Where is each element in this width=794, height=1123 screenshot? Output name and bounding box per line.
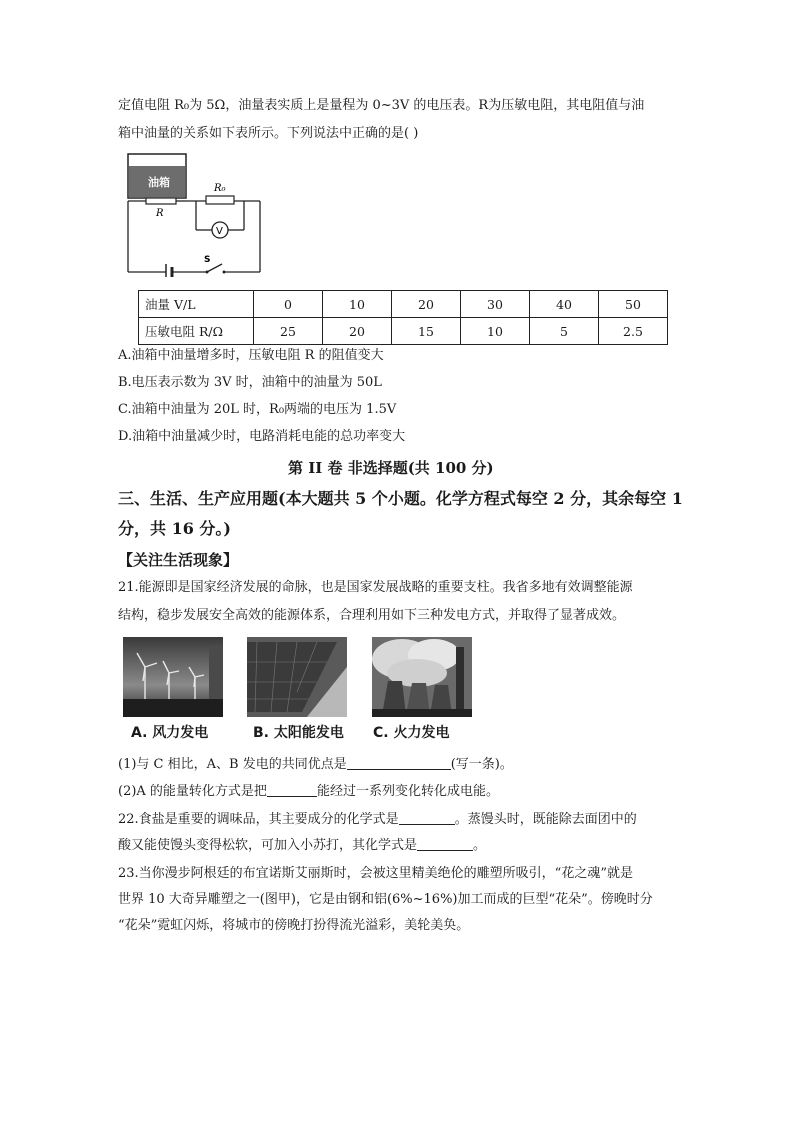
q20-option-c: C.油箱中油量为 20L 时，R₀两端的电压为 1.5V bbox=[118, 402, 397, 417]
table-cell: 5 bbox=[530, 318, 599, 345]
q22-line2 bbox=[118, 836, 486, 856]
q23-line1: 23.当你漫步阿根廷的布宜诺斯艾丽斯时，会被这里精美绝伦的雕塑所吸引，“花之魂”就是 bbox=[118, 866, 633, 881]
q21-sub2-text: (2)A 的能量转化方式是把 bbox=[118, 784, 267, 799]
table-cell: 0 bbox=[254, 291, 323, 318]
q21-sub2-tail: 能经过一系列变化转化成电能。 bbox=[316, 784, 499, 799]
table-row-head: 油量 V/L bbox=[139, 291, 254, 318]
fixed-resistor-r0 bbox=[206, 196, 234, 204]
r0-label: R₀ bbox=[214, 183, 226, 194]
section3-title-line1: 三、生活、生产应用题(本大题共 5 个小题。化学方程式每空 2 分，其余每空 1 bbox=[118, 489, 683, 508]
q22-line1-tail: 。蒸馒头时，既能除去面团中的 bbox=[454, 812, 637, 827]
answer-blank[interactable] bbox=[347, 756, 451, 770]
table-cell: 20 bbox=[323, 318, 392, 345]
tank-label: 油箱 bbox=[148, 176, 170, 189]
wind-power-photo bbox=[123, 637, 223, 717]
section3-subheading: 【关注生活现象】 bbox=[118, 551, 239, 569]
caption-thermal: C. 火力发电 bbox=[373, 725, 450, 741]
q23-line3: “花朵”霓虹闪烁，将城市的傍晚打扮得流光溢彩，美轮美奂。 bbox=[118, 918, 470, 933]
oil-resistance-table bbox=[138, 290, 668, 345]
table-cell: 20 bbox=[392, 291, 461, 318]
table-cell: 15 bbox=[392, 318, 461, 345]
table-cell: 25 bbox=[254, 318, 323, 345]
q21-sub2 bbox=[118, 782, 499, 802]
q21-sub1-tail: (写一条)。 bbox=[450, 757, 513, 772]
q22-line1 bbox=[118, 810, 637, 830]
section3-title-line2: 分，共 16 分。) bbox=[118, 519, 231, 538]
q21-line1: 21.能源即是国家经济发展的命脉，也是国家发展战略的重要支柱。我省多地有效调整能源 bbox=[118, 580, 633, 595]
caption-solar: B. 太阳能发电 bbox=[253, 725, 344, 741]
switch-label: S bbox=[204, 255, 211, 265]
r-label: R bbox=[156, 208, 164, 219]
q20-option-d: D.油箱中油量减少时，电路消耗电能的总功率变大 bbox=[118, 429, 406, 444]
table-cell: 10 bbox=[323, 291, 392, 318]
answer-blank[interactable] bbox=[399, 811, 455, 825]
solar-power-photo bbox=[247, 637, 347, 717]
table-row-head: 压敏电阻 R/Ω bbox=[139, 318, 254, 345]
thermal-power-photo bbox=[372, 637, 472, 717]
q20-intro-line2: 箱中油量的关系如下表所示。下列说法中正确的是( ) bbox=[118, 126, 419, 141]
table-row bbox=[139, 318, 668, 345]
q23-line2: 世界 10 大奇异雕塑之一(图甲)，它是由钢和铝(6%~16%)加工而成的巨型“花朵”。傍晚时分 bbox=[118, 892, 653, 907]
answer-blank[interactable] bbox=[417, 837, 473, 851]
q21-line2: 结构，稳步发展安全高效的能源体系，合理利用如下三种发电方式，并取得了显著成效。 bbox=[118, 608, 626, 623]
switch-icon bbox=[207, 264, 222, 272]
table-cell: 40 bbox=[530, 291, 599, 318]
q22-line2-text: 酸又能使馒头变得松软，可加入小苏打，其化学式是 bbox=[118, 838, 418, 853]
table-row bbox=[139, 291, 668, 318]
q22-line2-tail: 。 bbox=[473, 838, 487, 853]
q22-line1-text: 22.食盐是重要的调味品，其主要成分的化学式是 bbox=[118, 812, 399, 827]
q20-option-a: A.油箱中油量增多时，压敏电阻 R 的阻值变大 bbox=[118, 348, 384, 363]
oil-gauge-circuit-diagram bbox=[118, 152, 268, 277]
table-cell: 2.5 bbox=[599, 318, 668, 345]
q20-intro-line1: 定值电阻 R₀为 5Ω，油量表实质上是量程为 0~3V 的电压表。R为压敏电阻，其电阻值与油 bbox=[118, 98, 645, 113]
caption-wind: A. 风力发电 bbox=[131, 725, 209, 741]
part2-title: 第 II 卷 非选择题(共 100 分) bbox=[288, 459, 494, 477]
table-cell: 10 bbox=[461, 318, 530, 345]
answer-blank[interactable] bbox=[267, 783, 317, 797]
q21-sub1-text: (1)与 C 相比，A、B 发电的共同优点是 bbox=[118, 757, 347, 772]
q20-option-b: B.电压表示数为 3V 时，油箱中的油量为 50L bbox=[118, 375, 382, 390]
voltmeter-label: V bbox=[216, 226, 223, 237]
table-cell: 30 bbox=[461, 291, 530, 318]
table-cell: 50 bbox=[599, 291, 668, 318]
pressure-resistor-r bbox=[146, 198, 176, 204]
q21-sub1 bbox=[118, 755, 513, 775]
